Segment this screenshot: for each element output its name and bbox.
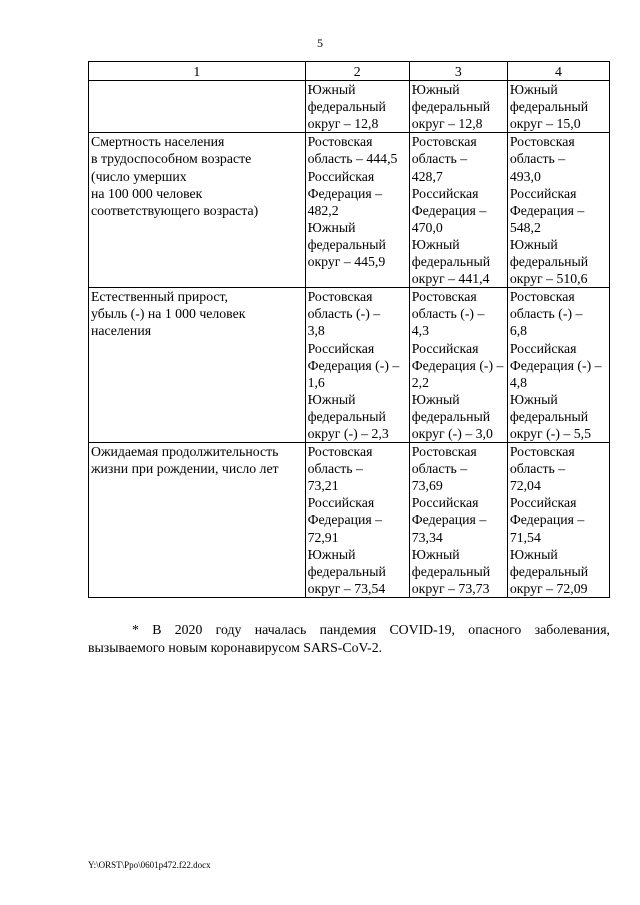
value-cell [305,443,409,598]
indicator-line: на 100 000 человек [91,185,203,201]
value-line: 72,04 [509,478,541,494]
value-line: 4,8 [509,374,528,390]
value-line: 73,21 [307,478,339,494]
value-line: Ростовская [307,289,373,305]
value-line: Федерация – [411,202,487,218]
value-line: область (-) – [411,306,485,322]
value-line: округ – 73,73 [411,580,490,596]
value-line: Федерация – [307,512,383,528]
value-line: 4,3 [411,323,429,339]
value-line: Российская [509,495,577,511]
indicator-line: Естественный прирост, [91,289,228,305]
column-header: 1 [89,62,306,81]
value-cell [305,81,409,133]
value-line: округ – 73,54 [307,580,386,596]
value-line: округ – 441,4 [411,271,490,287]
value-line: Ростовская [509,134,575,150]
table-row [89,288,610,443]
value-line: Южный [307,546,356,562]
value-line: Южный [411,391,460,407]
value-line: Ростовская [411,134,477,150]
value-line: область – [509,151,566,167]
value-line: Российская [411,185,479,201]
value-line: Федерация (-) – [411,357,504,373]
value-line: Ростовская [411,289,477,305]
value-line: область (-) – [509,306,583,322]
value-line: 2,2 [411,374,429,390]
indicator-cell [89,443,306,598]
value-line: округ (-) – 3,0 [411,425,493,441]
value-line: Российская [307,340,375,356]
value-line: область – 444,5 [307,151,398,167]
value-line: область – [411,461,468,477]
value-line: Федерация – [307,185,383,201]
value-line: федеральный [411,563,491,579]
table-row [89,443,610,598]
column-header: 4 [507,62,609,81]
value-line: округ – 72,09 [509,580,588,596]
value-line: Южный [307,219,356,235]
value-line: Федерация (-) – [307,357,400,373]
value-line: 548,2 [509,219,541,235]
value-cell [409,133,507,288]
value-line: Ростовская [509,444,575,460]
value-line: федеральный [411,254,491,270]
column-header: 3 [409,62,507,81]
value-line: Ростовская [411,444,477,460]
value-line: 470,0 [411,219,443,235]
indicator-cell [89,133,306,288]
indicator-line: Ожидаемая продолжительность [91,444,279,460]
value-line: округ – 12,8 [307,116,379,132]
table-body [89,62,610,598]
value-line: федеральный [411,99,491,115]
value-line: 73,69 [411,478,443,494]
value-line: 3,8 [307,323,325,339]
value-cell [305,288,409,443]
value-line: 493,0 [509,168,541,184]
indicator-line: населения [91,323,152,339]
value-line: Южный [411,546,460,562]
value-line: Федерация – [411,512,487,528]
table-row [89,81,610,133]
value-line: Южный [411,236,460,252]
value-line: 71,54 [509,529,541,545]
value-cell [507,288,609,443]
indicator-line: Смертность населения [91,134,225,150]
value-line: 428,7 [411,168,443,184]
value-line: область (-) – [307,306,381,322]
value-cell [507,81,609,133]
value-line: 72,91 [307,529,339,545]
value-line: Ростовская [509,289,575,305]
value-line: федеральный [307,236,386,252]
value-line: Южный [509,236,558,252]
indicator-cell [89,288,306,443]
value-line: 6,8 [509,323,528,339]
value-line: округ – 510,6 [509,271,588,287]
indicators-table [88,61,610,598]
value-cell [507,133,609,288]
value-line: федеральный [509,99,589,115]
value-line: округ – 12,8 [411,116,483,132]
value-line: Российская [411,495,479,511]
value-cell [507,443,609,598]
value-line: федеральный [509,563,589,579]
value-line: 73,34 [411,529,443,545]
value-line: область – [411,151,468,167]
value-line: Южный [411,82,460,98]
page-number: 5 [317,36,323,50]
value-line: округ (-) – 5,5 [509,425,591,441]
value-line: Российская [509,340,577,356]
value-cell [409,81,507,133]
value-line: округ (-) – 2,3 [307,425,389,441]
value-line: Ростовская [307,134,373,150]
value-line: федеральный [509,254,589,270]
value-line: федеральный [411,408,491,424]
value-line: 482,2 [307,202,339,218]
table-row [89,133,610,288]
table-header-row [89,62,610,81]
value-cell [409,443,507,598]
value-line: Южный [509,82,558,98]
value-line: федеральный [509,408,589,424]
value-line: Южный [509,546,558,562]
column-header: 2 [305,62,409,81]
value-line: Южный [307,391,356,407]
value-line: область – [509,461,566,477]
value-line: округ – 15,0 [509,116,581,132]
value-line: федеральный [307,408,386,424]
indicator-cell [89,81,306,133]
value-cell [409,288,507,443]
value-line: Российская [307,168,375,184]
value-line: Российская [307,495,375,511]
value-cell [305,133,409,288]
value-line: Российская [411,340,479,356]
value-line: область – [307,461,363,477]
indicator-line: соответствующего возраста) [91,202,259,218]
value-line: округ – 445,9 [307,254,386,270]
footnote: * В 2020 году началась пандемия COVID-19, опасного заболевания, вызываемого новым коронавирусом SARS-CoV-2. [88,622,610,655]
indicator-line: в трудоспособном возрасте [91,151,252,167]
indicator-line: жизни при рождении, число лет [91,461,279,477]
value-line: 1,6 [307,374,325,390]
value-line: федеральный [307,563,386,579]
value-line: Ростовская [307,444,373,460]
indicator-line: убыль (-) на 1 000 человек [91,306,246,322]
value-line: Южный [509,391,558,407]
indicator-line: (число умерших [91,168,187,184]
value-line: Федерация – [509,202,585,218]
value-line: Федерация (-) – [509,357,602,373]
document-file-path: Y:\ORST\Ppo\0601p472.f22.docx [88,860,211,870]
value-line: Южный [307,82,356,98]
value-line: Федерация – [509,512,585,528]
value-line: федеральный [307,99,386,115]
value-line: Российская [509,185,577,201]
